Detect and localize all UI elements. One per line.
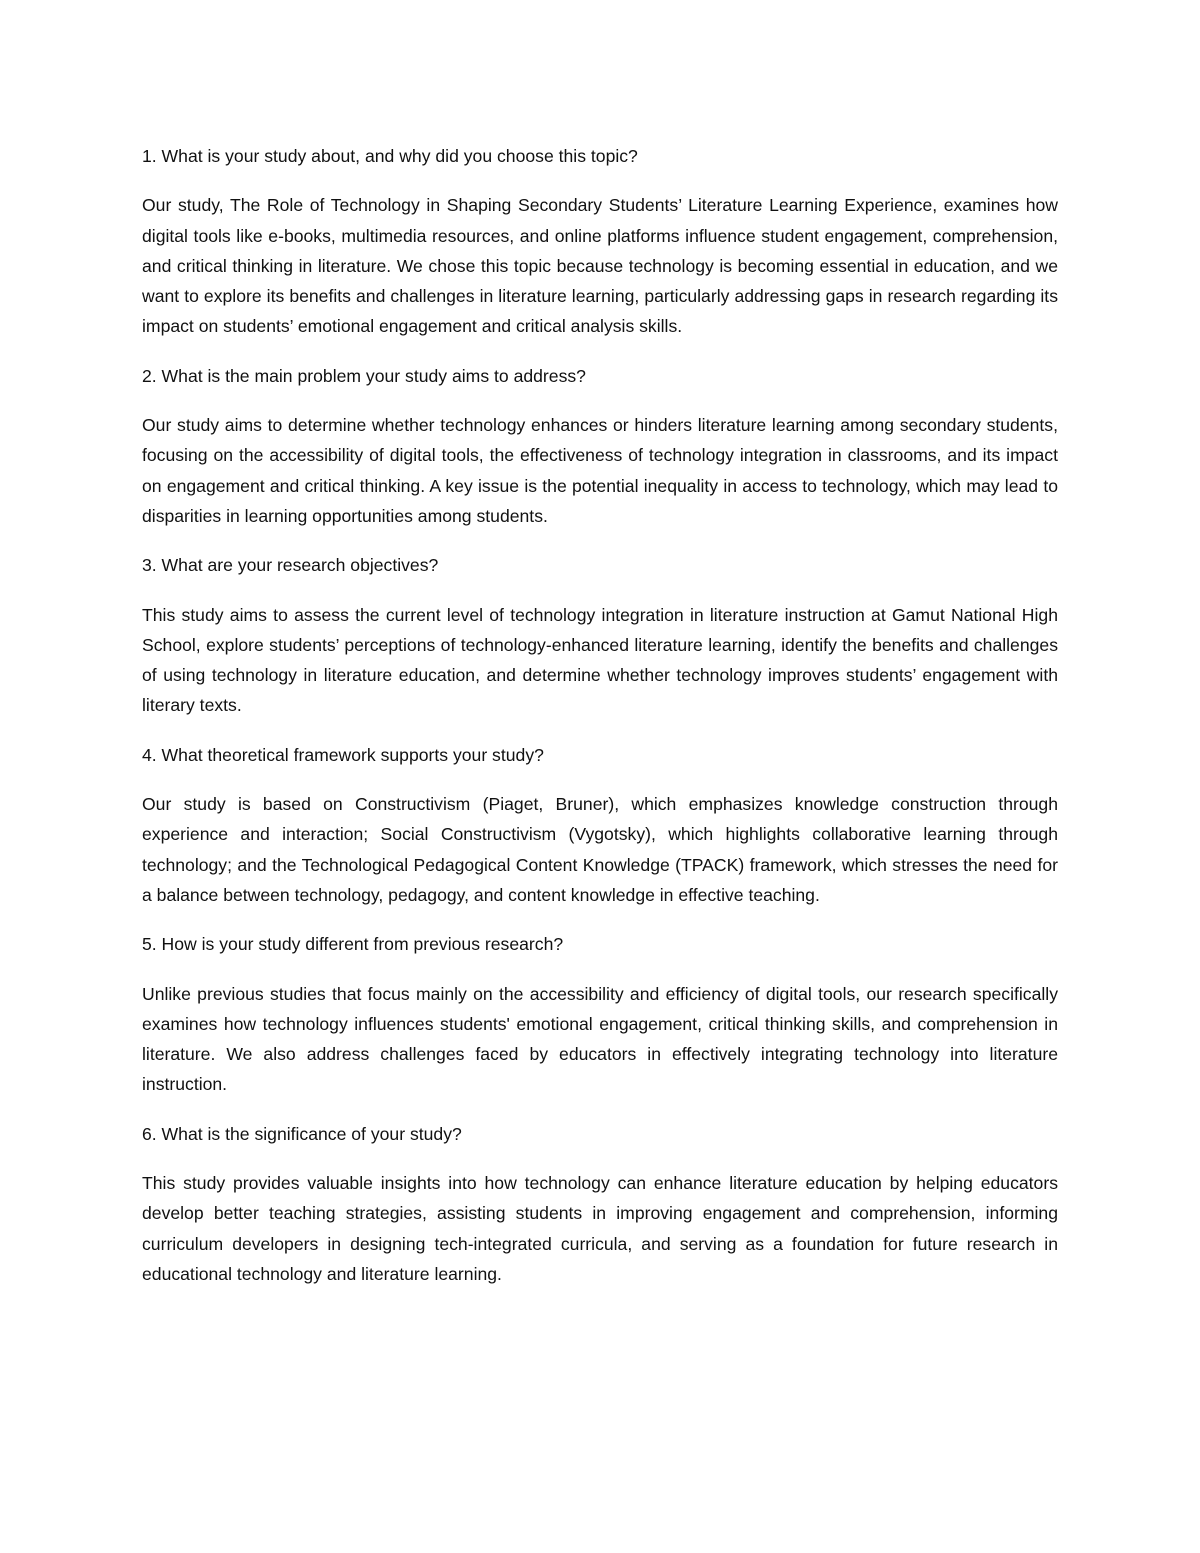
question-heading: 5. How is your study different from previous research? — [142, 934, 564, 955]
question-heading: 4. What theoretical framework supports your study? — [142, 744, 544, 765]
document-body — [142, 141, 1058, 1308]
question-heading: 1. What is your study about, and why did you choose this topic? — [142, 146, 638, 166]
answer-paragraph: This study aims to assess the current level of technology integration in literature instruction at Gamut National High School, explore students’ perceptions of technology-enhanced literature learning, identify the benefits and challenges of using technology in literature education, and determine whether technology improves students’ engagement with literary texts. — [142, 604, 1058, 716]
qa-section-1 — [142, 141, 1058, 342]
qa-section-6 — [142, 1119, 1058, 1289]
qa-section-5 — [142, 929, 1058, 1099]
answer-paragraph: This study provides valuable insights into how technology can enhance literature education by helping educators develop better teaching strategies, assisting students in improving engagement and comprehension, informing curriculum developers in designing tech-integrated curricula, and serving as a foundation for future research in educational technology and literature learning. — [142, 1173, 1058, 1284]
question-heading: 6. What is the significance of your study? — [142, 1123, 462, 1144]
answer-paragraph: Unlike previous studies that focus mainly on the accessibility and efficiency of digital tools, our research specifically examines how technology influences students' emotional engagement, critical thinking skills, and comprehension in literature. We also address challenges faced by educators in effectively integrating technology into literature instruction. — [142, 983, 1058, 1095]
question-heading: 3. What are your research objectives? — [142, 555, 439, 576]
qa-section-3 — [142, 550, 1058, 720]
answer-paragraph: Our study, The Role of Technology in Shaping Secondary Students’ Literature Learning Experience, examines how digital tools like e-books, multimedia resources, and online platforms influence student engagement, comprehension, and critical thinking in literature. We chose this topic because technology is becoming essential in education, and we want to explore its benefits and challenges in literature learning, particularly addressing gaps in research regarding its impact on students’ emotional engagement and critical analysis skills. — [142, 195, 1058, 337]
qa-section-2 — [142, 361, 1058, 531]
answer-paragraph: Our study aims to determine whether technology enhances or hinders literature learning among secondary students, focusing on the accessibility of digital tools, the effectiveness of technology integration in classrooms, and its impact on engagement and critical thinking. A key issue is the potential inequality in access to technology, which may lead to disparities in learning opportunities among students. — [142, 415, 1058, 526]
question-heading: 2. What is the main problem your study aims to address? — [142, 365, 586, 386]
answer-paragraph: Our study is based on Constructivism (Piaget, Bruner), which emphasizes knowledge construction through experience and interaction; Social Constructivism (Vygotsky), which highlights collaborative learning through technology; and the Technological Pedagogical Content Knowledge (TPACK) framework, which stresses the need for a balance between technology, pedagogy, and content knowledge in effective teaching. — [142, 794, 1058, 905]
qa-section-4 — [142, 740, 1058, 910]
